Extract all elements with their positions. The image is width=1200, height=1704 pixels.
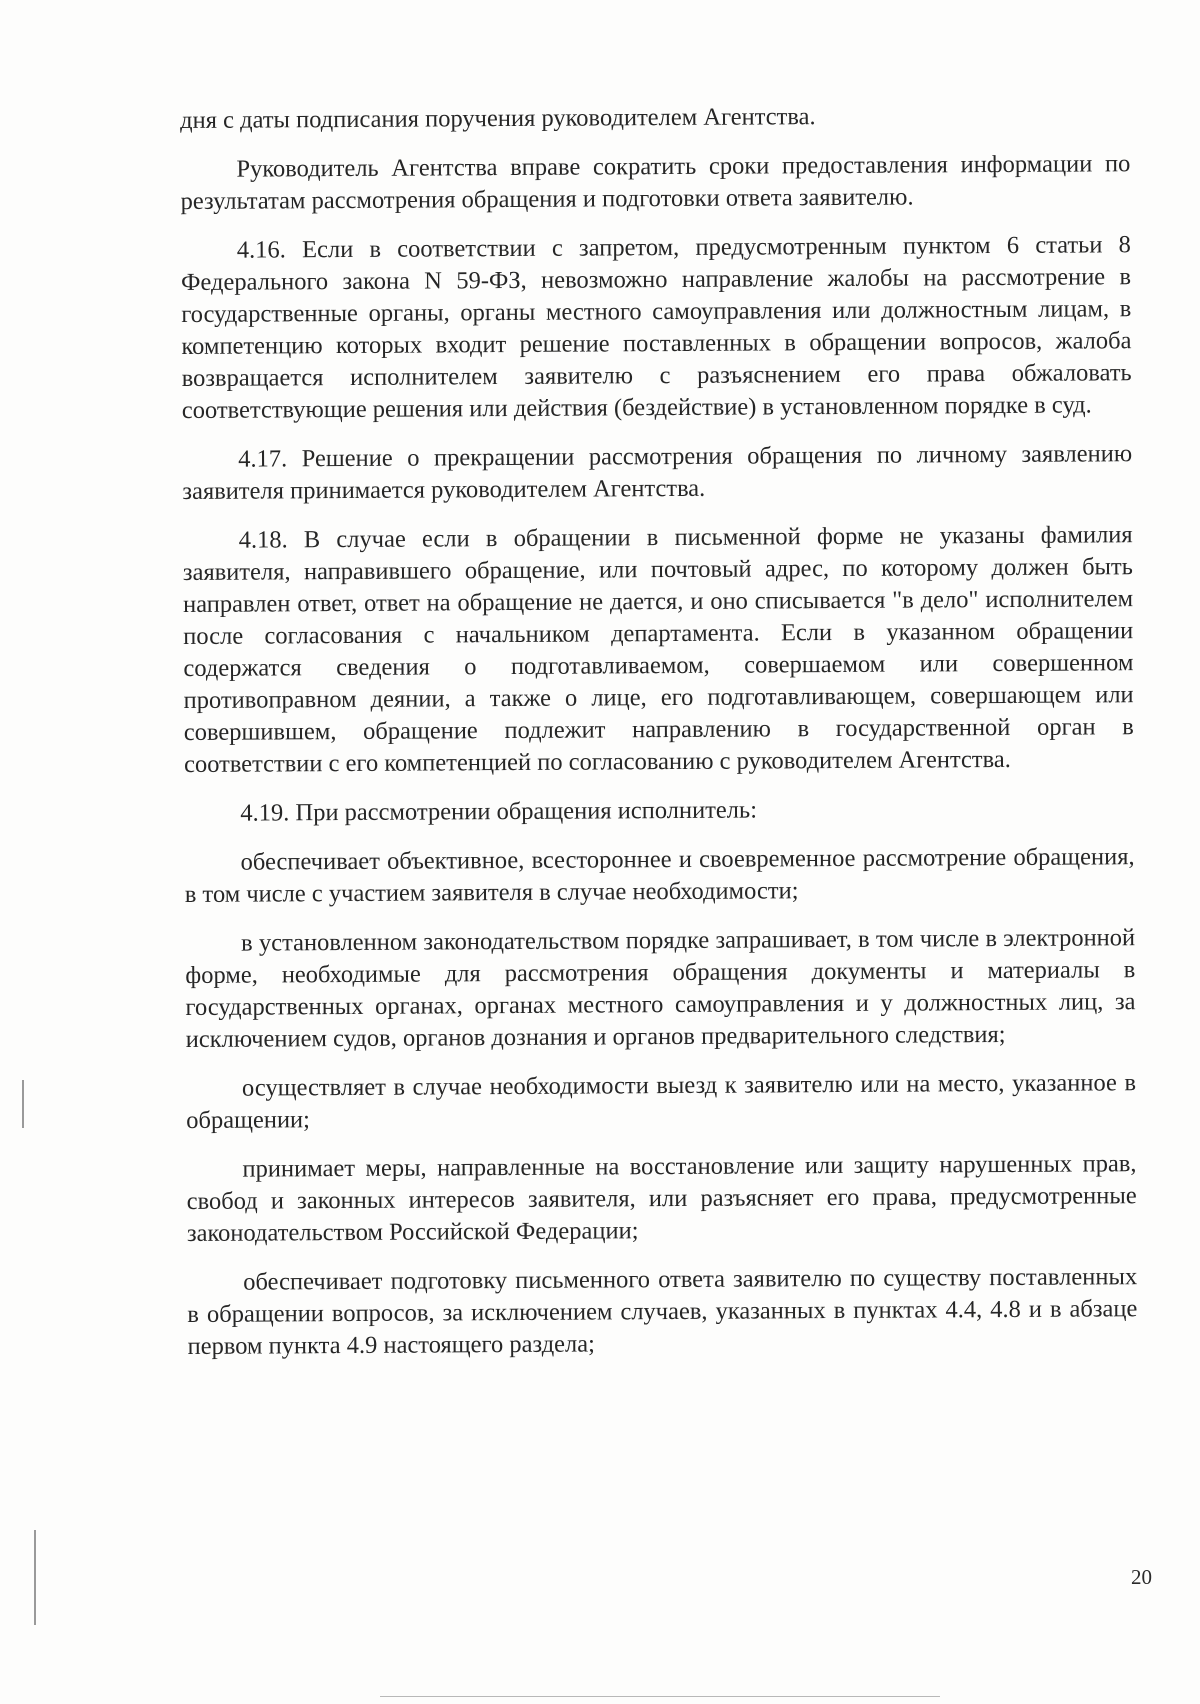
paragraph-head-rights: Руководитель Агентства вправе сократить сроки предоставления информации по результатам рассмотрения обращения и подготовки ответа заявителю. <box>180 150 1131 215</box>
scan-artifact-left-bottom <box>34 1530 36 1625</box>
paragraph-4-19: 4.19. При рассмотрении обращения исполнитель: <box>240 796 758 827</box>
list-item-written-answer: обеспечивает подготовку письменного ответа заявителю по существу поставленных в обращении вопросов, за исключением случаев, указанных в пунктах 4.4, 4.8 и в абзаце первом пункта 4.9 настоящего раздела; <box>187 1263 1138 1360</box>
list-item-restore-rights: принимает меры, направленные на восстановление или защиту нарушенных прав, свобод и законных интересов заявителя, или разъясняет его права, предусмотренные законодательством Российской Федерации; <box>186 1150 1137 1247</box>
paragraph-continuation: дня с даты подписания поручения руководителем Агентства. <box>180 103 816 134</box>
paragraph-4-16: 4.16. Если в соответствии с запретом, предусмотренным пунктом 6 статьи 8 Федерального закона N 59-ФЗ, невозможно направление жалобы на рассмотрение в государственные органы, органы местного самоуправления или должностным лицам, в компетенцию которых входит решение поставленных в обращении вопросов, жалоба возвращается исполнителем заявителю с разъяснением его права обжаловать соответствующие решения или действия (бездействие) в установленном порядке в суд. <box>181 231 1132 424</box>
paragraph-4-17: 4.17. Решение о прекращении рассмотрения обращения по личному заявлению заявителя принимается руководителем Агентства. <box>182 440 1133 505</box>
list-item-objective-review: обеспечивает объективное, всестороннее и своевременное рассмотрение обращения, в том числе с участием заявителя в случае необходимости; <box>184 843 1135 908</box>
list-item-site-visit: осуществляет в случае необходимости выезд к заявителю или на место, указанное в обращении; <box>186 1069 1137 1134</box>
list-item-request-documents: в установленном законодательством порядке запрашивает, в том числе в электронной форме, необходимые для рассмотрения обращения документы и материалы в государственных органах, органах местного самоуправления и у должностных лиц, за исключением судов, органов дознания и органов предварительного следствия; <box>185 924 1136 1053</box>
document-body <box>180 99 1138 1380</box>
paragraph-4-18: 4.18. В случае если в обращении в письменной форме не указаны фамилия заявителя, направившего обращение, или почтовый адрес, по которому должен быть направлен ответ, ответ на обращение не дается, и оно списывается "в дело" исполнителем после согласования с начальником департамента. Если в указанном обращении содержатся сведения о подготавливаемом, совершаемом или совершенном противоправном деянии, а также о лице, его подготавливающем, совершающем или совершившем, обращение подлежит направлению в государственной орган в соответствии с его компетенцией по согласованию с руководителем Агентства. <box>182 521 1134 778</box>
scan-artifact-left-top <box>22 1080 24 1128</box>
scan-artifact-bottom-edge <box>380 1696 940 1697</box>
page-number: 20 <box>1131 1565 1152 1589</box>
